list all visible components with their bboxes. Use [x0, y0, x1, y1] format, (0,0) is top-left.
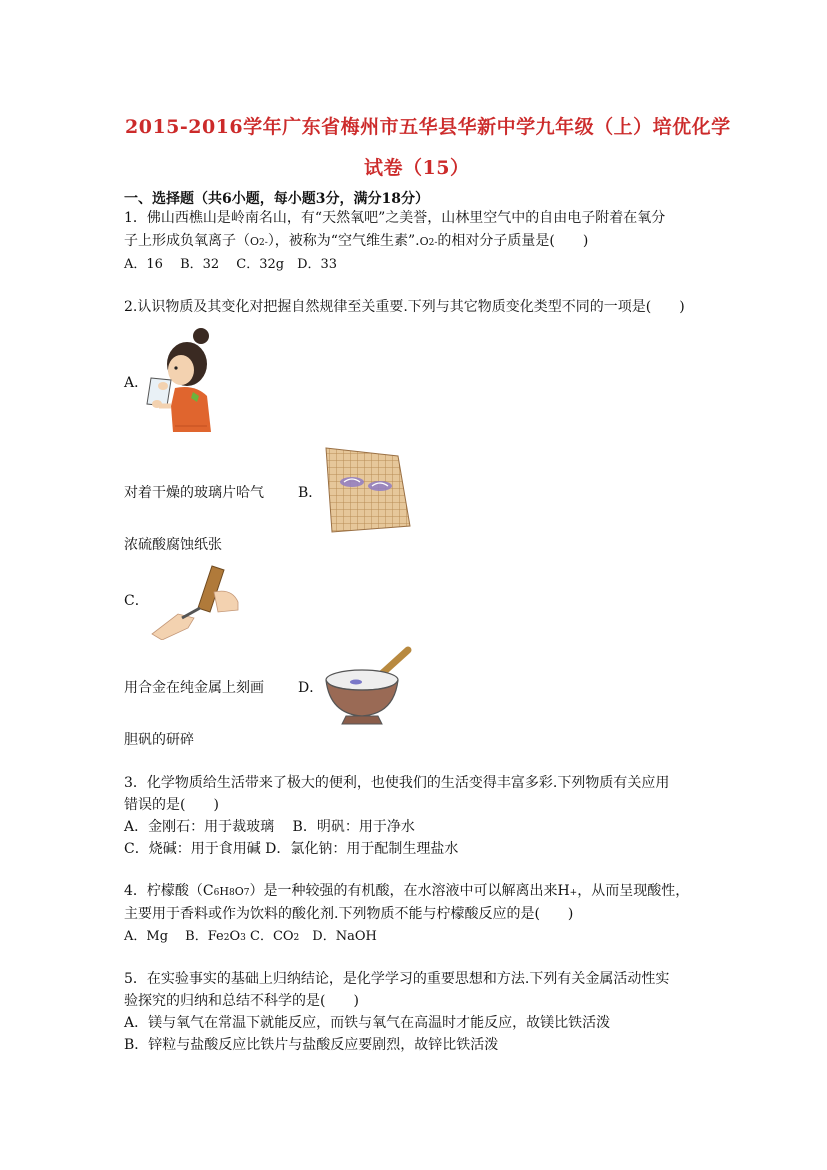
section-heading: 一、选择题（共6小题，每小题3分，满分18分）	[124, 191, 429, 207]
q3-line2: 错误的是( )	[124, 797, 219, 813]
alloy-scratching-metal-image	[148, 562, 240, 640]
q2-option-a-caption: 对着干燥的玻璃片哈气	[124, 485, 264, 501]
q1-line1: 1．佛山西樵山是岭南名山，有“天然氧吧”之美誉，山林里空气中的自由电子附着在氧分	[124, 210, 666, 226]
girl-breathing-on-glass-image	[145, 326, 225, 436]
q5-line2: 验探究的归纳和总结不科学的是( )	[124, 993, 359, 1009]
paper-corroded-by-acid-image	[322, 446, 412, 534]
q2-option-d-caption: 胆矾的研碎	[124, 732, 194, 748]
q4-options: A．Mg B．Fe2O3 C．CO2 D．NaOH	[124, 929, 377, 944]
q4-line1: 4．柠檬酸（C6H8O7）是一种较强的有机酸，在水溶液中可以解离出来H+，从而呈现酸性，	[124, 883, 690, 899]
q3-options-2: C．烧碱：用于食用碱 D．氯化钠：用于配制生理盐水	[124, 841, 459, 857]
q2-option-c-caption: 用合金在纯金属上刻画	[124, 680, 264, 696]
mortar-and-pestle-image	[322, 644, 414, 728]
page-title-line2: 试卷（15）	[364, 157, 470, 179]
q2-option-d-label: D．	[298, 680, 324, 696]
q5-option-b: B．锌粒与盐酸反应比铁片与盐酸反应要剧烈，故锌比铁活泼	[124, 1037, 499, 1053]
q2-option-a-label: A．	[124, 375, 149, 391]
q2-stem: 2.认识物质及其变化对把握自然规律至关重要.下列与其它物质变化类型不同的一项是( )	[124, 299, 685, 315]
q3-options-1: A．金刚石：用于裁玻璃 B．明矾：用于净水	[124, 819, 415, 835]
page-title-line1: 2015-2016学年广东省梅州市五华县华新中学九年级（上）培优化学	[125, 116, 731, 138]
q4-line2: 主要用于香料或作为饮料的酸化剂.下列物质不能与柠檬酸反应的是( )	[124, 906, 574, 922]
q2-option-b-label: B．	[298, 485, 323, 501]
q2-option-b-caption: 浓硫酸腐蚀纸张	[124, 537, 222, 553]
q1-options: A．16 B．32 C．32g D．33	[124, 257, 338, 272]
q2-option-c-label: C．	[124, 593, 149, 609]
q5-line1: 5．在实验事实的基础上归纳结论，是化学学习的重要思想和方法.下列有关金属活动性实	[124, 971, 670, 987]
q5-option-a: A．镁与氧气在常温下就能反应，而铁与氧气在高温时才能反应，故镁比铁活泼	[124, 1015, 611, 1031]
q3-line1: 3．化学物质给生活带来了极大的便利，也使我们的生活变得丰富多彩.下列物质有关应用	[124, 775, 670, 791]
q1-line2: 子上形成负氧离子（O2-），被称为“空气维生素”.O2-的相对分子质量是( )	[124, 233, 589, 249]
